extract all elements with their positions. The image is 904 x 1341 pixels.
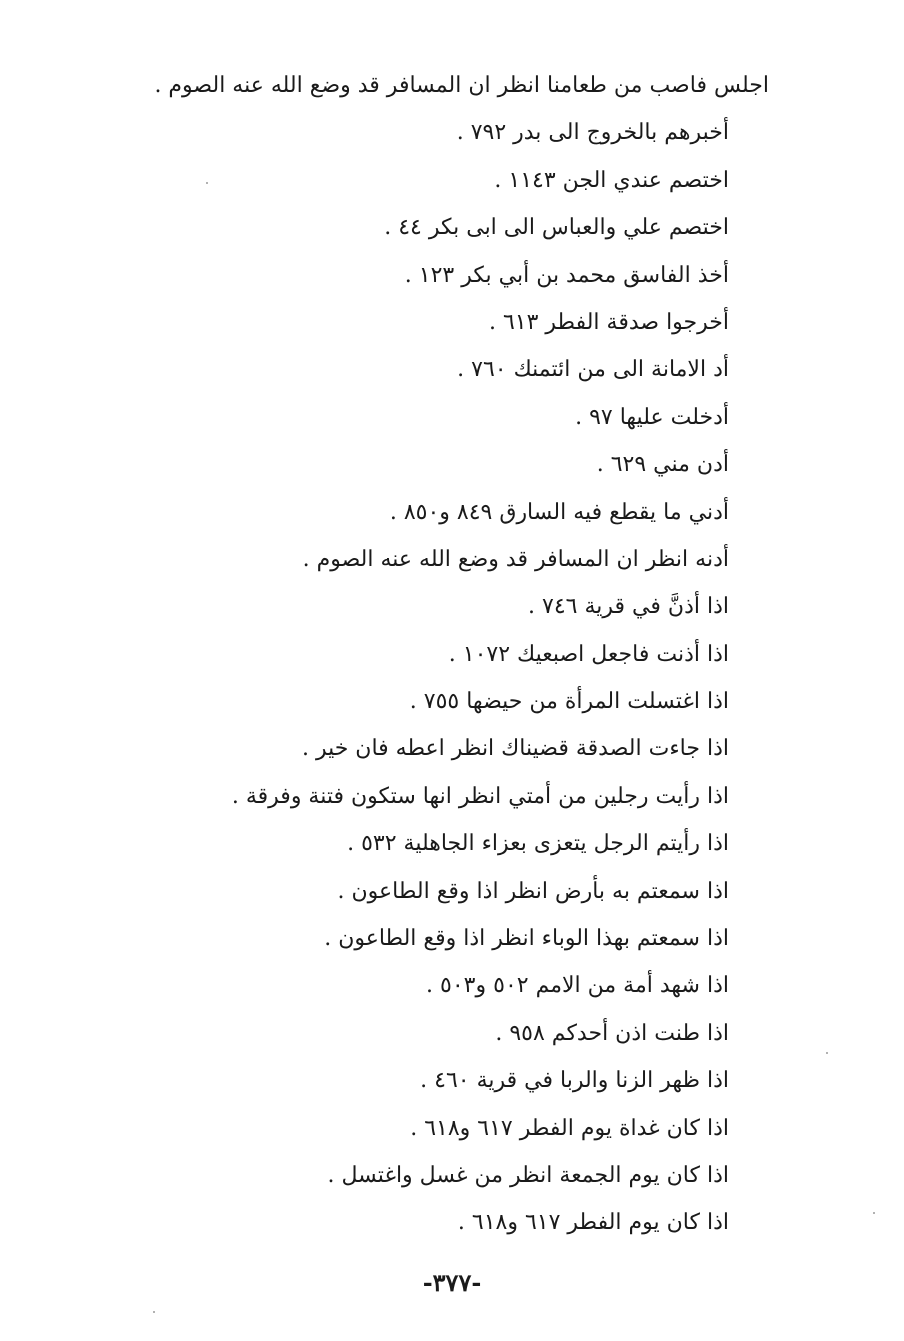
index-entry: أخرجوا صدقة الفطر ٦١٣ . bbox=[488, 309, 729, 335]
scan-speck bbox=[873, 1212, 875, 1214]
index-entry: اذا رأيت رجلين من أمتي انظر انها ستكون فتنة وفرقة . bbox=[231, 783, 729, 809]
index-entry: اذا كان يوم الفطر ٦١٧ و٦١٨ . bbox=[457, 1210, 729, 1236]
index-entry: أدخلت عليها ٩٧ . bbox=[575, 404, 729, 430]
index-entry: اذا أذنَّ في قرية ٧٤٦ . bbox=[528, 594, 729, 620]
index-entry: أخذ الفاسق محمد بن أبي بكر ١٢٣ . bbox=[404, 262, 729, 288]
index-entry: اذا كان يوم الجمعة انظر من غسل واغتسل . bbox=[327, 1162, 729, 1188]
scan-speck bbox=[153, 1311, 155, 1313]
scan-speck bbox=[826, 1052, 828, 1054]
index-entry: اختصم عندي الجن ١١٤٣ . bbox=[494, 167, 729, 193]
index-entry: اذا طنت اذن أحدكم ٩٥٨ . bbox=[495, 1020, 729, 1046]
index-entry: اجلس فاصب من طعامنا انظر ان المسافر قد وضع الله عنه الصوم . bbox=[154, 73, 769, 98]
index-entry: أدني ما يقطع فيه السارق ٨٤٩ و٨٥٠ . bbox=[389, 499, 729, 525]
index-entry: اذا جاءت الصدقة قضيناك انظر اعطه فان خير . bbox=[301, 736, 729, 762]
hadith-index-list bbox=[129, 62, 769, 1247]
page-number: -٣٧٧- bbox=[422, 1268, 482, 1297]
scan-speck bbox=[206, 182, 208, 184]
index-entry: اذا سمعتم بهذا الوباء انظر اذا وقع الطاعون . bbox=[324, 926, 729, 952]
index-entry: اذا كان غداة يوم الفطر ٦١٧ و٦١٨ . bbox=[410, 1115, 729, 1141]
index-entry: أدن مني ٦٢٩ . bbox=[596, 452, 729, 478]
index-entry: اذا اغتسلت المرأة من حيضها ٧٥٥ . bbox=[409, 689, 729, 715]
index-entry: أدنه انظر ان المسافر قد وضع الله عنه الصوم . bbox=[302, 546, 729, 572]
index-entry: اذا ظهر الزنا والربا في قرية ٤٦٠ . bbox=[420, 1068, 729, 1094]
index-entry: أد الامانة الى من ائتمنك ٧٦٠ . bbox=[457, 357, 729, 383]
index-entry: اختصم علي والعباس الى ابى بكر ٤٤ . bbox=[384, 215, 729, 241]
index-entry: اذا سمعتم به بأرض انظر اذا وقع الطاعون . bbox=[337, 878, 729, 904]
index-entry: اذا شهد أمة من الامم ٥٠٢ و٥٠٣ . bbox=[426, 973, 729, 999]
index-entry: أخبرهم بالخروج الى بدر ٧٩٢ . bbox=[456, 120, 729, 146]
index-entry: اذا رأيتم الرجل يتعزى بعزاء الجاهلية ٥٣٢ . bbox=[347, 831, 729, 857]
index-entry: اذا أذنت فاجعل اصبعيك ١٠٧٢ . bbox=[448, 641, 729, 667]
